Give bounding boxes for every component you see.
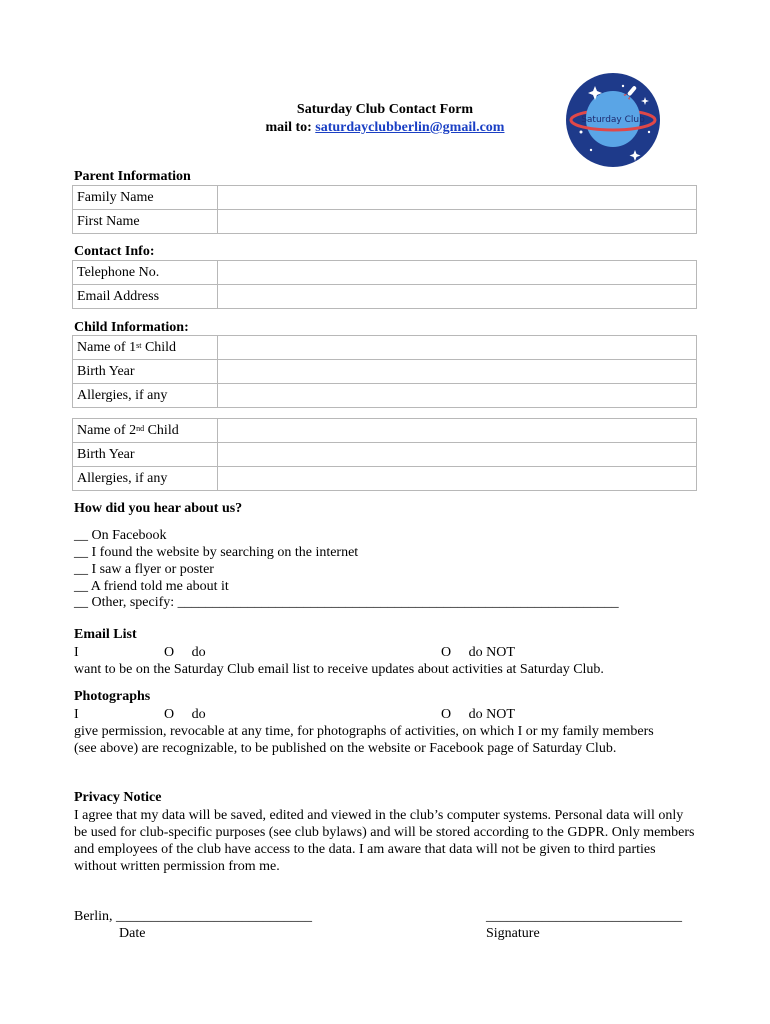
form-title: Saturday Club Contact Form — [296, 102, 474, 117]
hear-option-other[interactable]: __ Other, specify: _______________________________________________________________ — [74, 595, 619, 610]
first-name-field[interactable] — [218, 210, 697, 234]
table-row — [73, 186, 697, 210]
photos-do-option[interactable]: O do — [164, 707, 206, 722]
child1-allergies-field[interactable] — [218, 384, 697, 408]
table-row — [73, 384, 697, 408]
child1-table — [72, 335, 697, 408]
contact-table — [72, 260, 697, 309]
photos-heading: Photographs — [74, 689, 151, 704]
child2-birth-year-label: Birth Year — [73, 443, 218, 467]
contact-heading: Contact Info: — [74, 244, 155, 259]
table-row — [73, 285, 697, 309]
saturday-club-logo — [565, 72, 661, 168]
hear-option-facebook[interactable]: __ On Facebook — [74, 528, 167, 543]
child2-table — [72, 418, 697, 491]
email-label: Email Address — [73, 285, 218, 309]
photos-text: give permission, revocable at any time, for photographs of activities, on which I or my family members (see above) are recognizable, to be published on the website or Facebook page of Saturday Club. — [74, 724, 654, 756]
email-list-i: I — [74, 645, 79, 660]
child1-name-field[interactable] — [218, 336, 697, 360]
hear-option-flyer[interactable]: __ I saw a flyer or poster — [74, 562, 214, 577]
table-row — [73, 336, 697, 360]
email-list-do-option[interactable]: O do — [164, 645, 206, 660]
child1-allergies-label: Allergies, if any — [73, 384, 218, 408]
first-name-label: First Name — [73, 210, 218, 234]
city-date-line[interactable]: Berlin, ____________________________ — [74, 909, 312, 924]
child1-birth-year-field[interactable] — [218, 360, 697, 384]
email-field[interactable] — [218, 285, 697, 309]
child2-allergies-field[interactable] — [218, 467, 697, 491]
child2-name-label: Name of 2nd Child — [73, 419, 218, 443]
hear-heading: How did you hear about us? — [74, 501, 243, 516]
table-row — [73, 419, 697, 443]
child1-name-label: Name of 1st Child — [73, 336, 218, 360]
email-list-heading: Email List — [74, 627, 137, 642]
date-label: Date — [119, 926, 146, 941]
child2-allergies-label: Allergies, if any — [73, 467, 218, 491]
photos-i: I — [74, 707, 79, 722]
child2-birth-year-field[interactable] — [218, 443, 697, 467]
email-list-do-not-option[interactable]: O do NOT — [441, 645, 515, 660]
child2-name-field[interactable] — [218, 419, 697, 443]
table-row — [73, 467, 697, 491]
hear-option-internet[interactable]: __ I found the website by searching on the internet — [74, 545, 359, 560]
table-row — [73, 360, 697, 384]
table-row — [73, 443, 697, 467]
signature-line[interactable]: ____________________________ — [486, 909, 682, 924]
family-name-field[interactable] — [218, 186, 697, 210]
table-row — [73, 210, 697, 234]
telephone-label: Telephone No. — [73, 261, 218, 285]
table-row — [73, 261, 697, 285]
hear-option-friend[interactable]: __ A friend told me about it — [74, 579, 229, 594]
child-heading: Child Information: — [74, 320, 189, 335]
logo-text: Saturday Club — [581, 115, 645, 125]
mail-prefix: mail to: — [265, 120, 312, 135]
child1-birth-year-label: Birth Year — [73, 360, 218, 384]
email-link[interactable]: saturdayclubberlin@gmail.com — [315, 120, 505, 135]
privacy-text: I agree that my data will be saved, edited and viewed in the club’s computer systems. Personal data will only be used for club-specific purposes (see club bylaws) and will be stored according to the GDPR. Only members and employees of the club have access to the data. I am aware that data will not be given to third parties without written permission from me. — [74, 808, 695, 874]
parent-table — [72, 185, 697, 234]
signature-label: Signature — [486, 926, 540, 941]
photos-do-not-option[interactable]: O do NOT — [441, 707, 515, 722]
parent-heading: Parent Information — [74, 169, 191, 184]
family-name-label: Family Name — [73, 186, 218, 210]
email-list-text: want to be on the Saturday Club email list to receive updates about activities at Saturday Club. — [74, 662, 604, 677]
privacy-heading: Privacy Notice — [74, 790, 162, 805]
telephone-field[interactable] — [218, 261, 697, 285]
